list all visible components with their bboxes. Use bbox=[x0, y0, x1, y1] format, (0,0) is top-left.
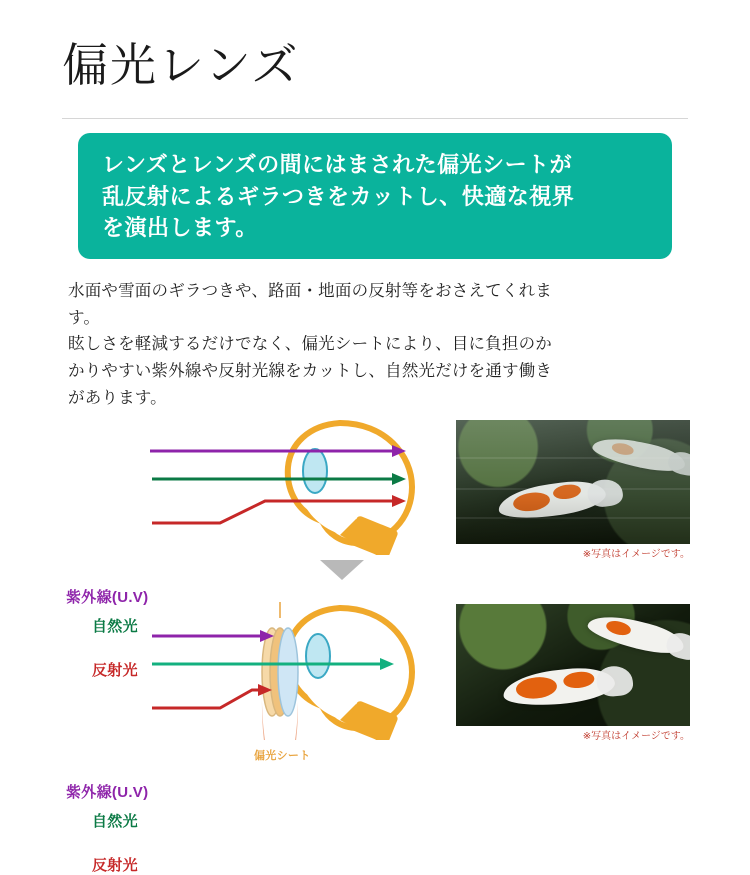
photo-caption-bottom: ※写真はイメージです。 bbox=[582, 731, 690, 742]
label-uv-top: 紫外線(U.V) bbox=[66, 589, 149, 606]
label-polarized-sheet: 偏光シート bbox=[254, 750, 311, 762]
down-arrow-icon bbox=[320, 560, 364, 580]
body-line-5: があります。 bbox=[68, 388, 167, 407]
label-reflect-top: 反射光 bbox=[92, 662, 138, 679]
koi-pond-photo-hazy bbox=[456, 420, 690, 544]
body-copy bbox=[68, 278, 684, 412]
page-title: 偏光レンズ bbox=[62, 39, 300, 91]
label-reflect-bottom: 反射光 bbox=[92, 857, 138, 874]
body-line-4: かりやすい紫外線や反射光線をカットし、自然光だけを通す働き bbox=[68, 362, 553, 381]
diagram-without-polarized-lens bbox=[40, 415, 440, 679]
label-natural-bottom: 自然光 bbox=[92, 813, 138, 830]
photo-without-polarized bbox=[456, 420, 690, 560]
diagram-with-polarized-lens bbox=[40, 590, 440, 874]
body-line-1: 水面や雪面のギラつきや、路面・地面の反射等をおさえてくれま bbox=[68, 282, 552, 300]
koi-pond-photo-clear bbox=[456, 604, 690, 726]
eye-diagram-top-svg bbox=[40, 415, 440, 555]
photo-with-polarized bbox=[456, 604, 690, 742]
callout-line-3: を演出します。 bbox=[102, 215, 258, 241]
body-line-2: す。 bbox=[68, 308, 101, 327]
label-uv-bottom: 紫外線(U.V) bbox=[66, 784, 149, 801]
callout-line-1: レンズとレンズの間にはまされた偏光シートが bbox=[102, 152, 573, 177]
photo-caption-top: ※写真はイメージです。 bbox=[582, 549, 690, 560]
highlight-callout bbox=[78, 133, 672, 259]
glare-haze-overlay bbox=[456, 420, 690, 544]
eye-diagram-bottom-svg bbox=[40, 590, 440, 740]
title-divider bbox=[62, 118, 688, 119]
body-line-3: 眩しさを軽減するだけでなく、偏光シートにより、目に負担のか bbox=[68, 335, 552, 354]
pond-background-clear bbox=[456, 604, 690, 726]
label-natural-top: 自然光 bbox=[92, 618, 138, 635]
callout-line-2: 乱反射によるギラつきをカットし、快適な視界 bbox=[102, 183, 575, 209]
